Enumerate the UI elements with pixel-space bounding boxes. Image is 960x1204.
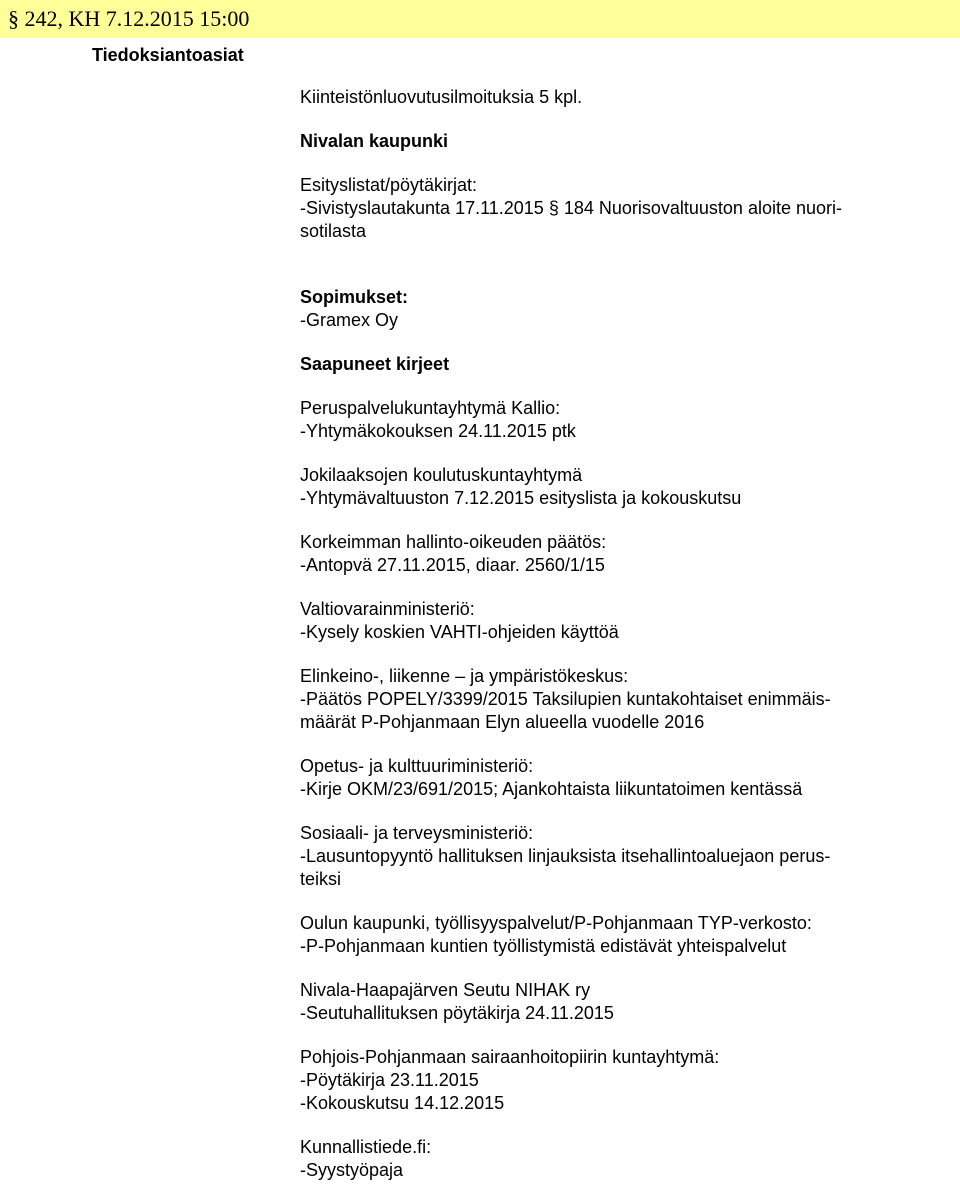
notice-line: Kiinteistönluovutusilmoituksia 5 kpl. [300,87,583,107]
letter-sender: Elinkeino-, liikenne – ja ympäristökeskus: [300,666,629,686]
letter-block [300,531,900,577]
agenda-heading: Esityslistat/pöytäkirjat: [300,175,478,195]
letter-item: -Antopvä 27.11.2015, diaar. 2560/1/15 [300,555,605,575]
letter-item-cont: teiksi [300,869,342,889]
letters-heading: Saapuneet kirjeet [300,354,450,374]
letter-block [300,1046,900,1115]
letter-item: -Seutuhallituksen pöytäkirja 24.11.2015 [300,1003,614,1023]
letter-sender: Sosiaali- ja terveysministeriö: [300,823,534,843]
letter-block [300,822,900,891]
letter-sender: Pohjois-Pohjanmaan sairaanhoitopiirin kuntayhtymä: [300,1047,720,1067]
letter-block [300,598,900,644]
letter-sender: Nivala-Haapajärven Seutu NIHAK ry [300,980,591,1000]
letter-sender: Jokilaaksojen koulutuskuntayhtymä [300,465,583,485]
letter-item: -Syystyöpaja [300,1160,404,1180]
letter-block [300,1136,900,1182]
letter-block [300,912,900,958]
letter-block [300,979,900,1025]
section-header-text: 242, KH 7.12.2015 15:00 [24,6,250,31]
contracts-item: -Gramex Oy [300,310,399,330]
letter-block [300,755,900,801]
letter-item: -Yhtymävaltuuston 7.12.2015 esityslista ja kokouskutsu [300,488,742,508]
letter-item: -P-Pohjanmaan kuntien työllistymistä edistävät yhteispalvelut [300,936,787,956]
contracts-block [300,286,900,332]
letter-item: -Yhtymäkokouksen 24.11.2015 ptk [300,421,576,441]
agenda-item: -Sivistyslautakunta 17.11.2015 § 184 Nuorisovaltuuston aloite nuori- [300,198,842,218]
letter-block [300,665,900,734]
letter-sender: Oulun kaupunki, työllisyyspalvelut/P-Pohjanmaan TYP-verkosto: [300,913,812,933]
letter-sender: Peruspalvelukuntayhtymä Kallio: [300,398,561,418]
letter-sender: Valtiovarainministeriö: [300,599,475,619]
org-heading-block [300,130,900,153]
notice-block [300,86,900,109]
letter-block [300,397,900,443]
letter-sender: Opetus- ja kulttuuriministeriö: [300,756,534,776]
letter-item: -Kysely koskien VAHTI-ohjeiden käyttöä [300,622,619,642]
letter-item: -Pöytäkirja 23.11.2015 [300,1070,479,1090]
letter-item-cont: määrät P-Pohjanmaan Elyn alueella vuodelle 2016 [300,712,705,732]
agenda-block [300,174,900,243]
document-body [300,86,900,1182]
org-heading: Nivalan kaupunki [300,131,449,151]
letter-sender: Kunnallistiede.fi: [300,1137,432,1157]
section-header-bar [0,0,960,38]
agenda-item-cont: sotilasta [300,221,367,241]
section-title: Tiedoksiantoasiat [92,45,244,65]
letter-item: -Päätös POPELY/3399/2015 Taksilupien kuntakohtaiset enimmäis- [300,689,831,709]
letter-item: -Lausuntopyyntö hallituksen linjauksista itsehallintoaluejaon perus- [300,846,831,866]
letter-block [300,464,900,510]
section-symbol: § [8,6,19,31]
letter-sender: Korkeimman hallinto-oikeuden päätös: [300,532,607,552]
letter-item: -Kirje OKM/23/691/2015; Ajankohtaista liikuntatoimen kentässä [300,779,803,799]
contracts-heading: Sopimukset: [300,287,409,307]
letters-heading-block [300,353,900,376]
letter-item: -Kokouskutsu 14.12.2015 [300,1093,505,1113]
section-header [8,6,249,32]
